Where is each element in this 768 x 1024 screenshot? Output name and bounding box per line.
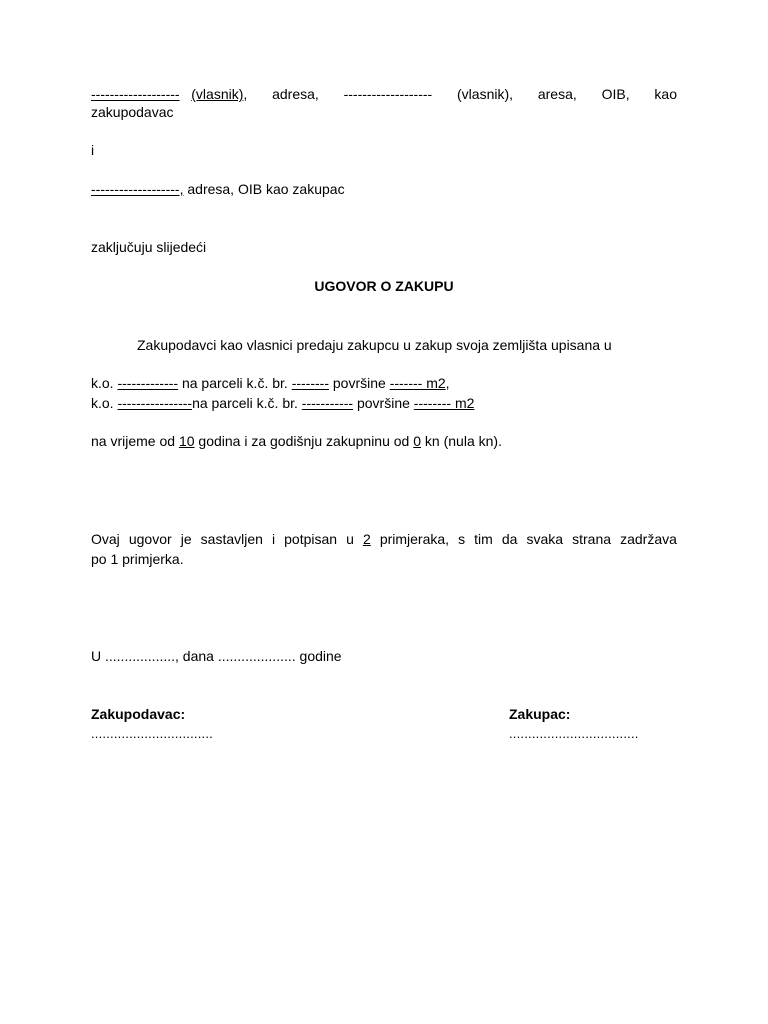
address1: adresa,	[272, 86, 319, 102]
copies-word: s	[458, 531, 466, 547]
owner2-blank: -------------------	[343, 86, 433, 102]
lessee-signature-label: Zakupac:	[509, 706, 571, 722]
oib: OIB,	[601, 86, 630, 102]
parcel-blank-1: --------	[291, 375, 329, 391]
place-blank: ..................	[105, 648, 176, 664]
intro-text: zaključuju slijedeći	[91, 239, 207, 255]
copies-word: u	[346, 531, 354, 547]
parcel-line-1: k.o. ------------- na parceli k.č. br. -------- površine ------- m2,	[91, 375, 450, 391]
lessee-blank: -------------------,	[91, 181, 184, 197]
copies-word: primjeraka,	[379, 531, 450, 547]
area-blank-2: -------- m2	[413, 395, 475, 411]
copies-word: tim	[474, 531, 493, 547]
copies-word: zadržava	[620, 531, 677, 547]
parcel-line-2: k.o. ----------------na parceli k.č. br. ----------- površine -------- m2	[91, 395, 475, 411]
ko-blank-1: -------------	[117, 375, 179, 391]
place-date-line: U .................., dana .................... godine	[91, 648, 342, 664]
kao: kao	[654, 86, 677, 102]
owner1-blank: ------------------- (vlasnik),	[91, 86, 248, 102]
copies-word: potpisan	[284, 531, 338, 547]
copies-word: Ovaj	[91, 531, 120, 547]
copies-word: strana	[572, 531, 612, 547]
lessor-signature-line: ................................	[91, 726, 213, 741]
term-years: 10	[178, 433, 195, 449]
copies-word: svaka	[526, 531, 564, 547]
lessee-line	[91, 180, 345, 198]
address2: aresa,	[537, 86, 577, 102]
lessor-signature-label: Zakupodavac:	[91, 706, 186, 722]
lessee-rest: adresa, OIB kao zakupac	[183, 181, 345, 197]
rent-amount: 0	[413, 433, 422, 449]
lessor-parties-row	[91, 85, 677, 103]
body-first-line: Zakupodavci kao vlasnici predaju zakupcu u zakup svoja zemljišta upisana u	[137, 337, 612, 353]
document-title: UGOVOR O ZAKUPU	[314, 278, 454, 294]
lessee-signature-line: ..................................	[509, 726, 639, 741]
copies-word: sastavljen	[200, 531, 263, 547]
copies-word: da	[501, 531, 518, 547]
copies-word: je	[180, 531, 192, 547]
owner2-role: (vlasnik),	[457, 86, 514, 102]
copies-word: 2	[362, 531, 371, 547]
ko-blank-2: ----------------	[117, 395, 193, 411]
date-blank: ....................	[217, 648, 296, 664]
copies-word: i	[271, 531, 276, 547]
copies-line-2: po 1 primjerka.	[91, 551, 184, 567]
parcel-blank-2: -----------	[301, 395, 354, 411]
and-text: i	[91, 142, 95, 158]
lessor-role: zakupodavac	[91, 104, 174, 120]
term-line: na vrijeme od 10 godina i za godišnju zakupninu od 0 kn (nula kn).	[91, 433, 502, 449]
copies-word: ugovor	[128, 531, 172, 547]
copies-line-1	[91, 530, 677, 548]
area-blank-1: ------- m2	[389, 375, 446, 391]
